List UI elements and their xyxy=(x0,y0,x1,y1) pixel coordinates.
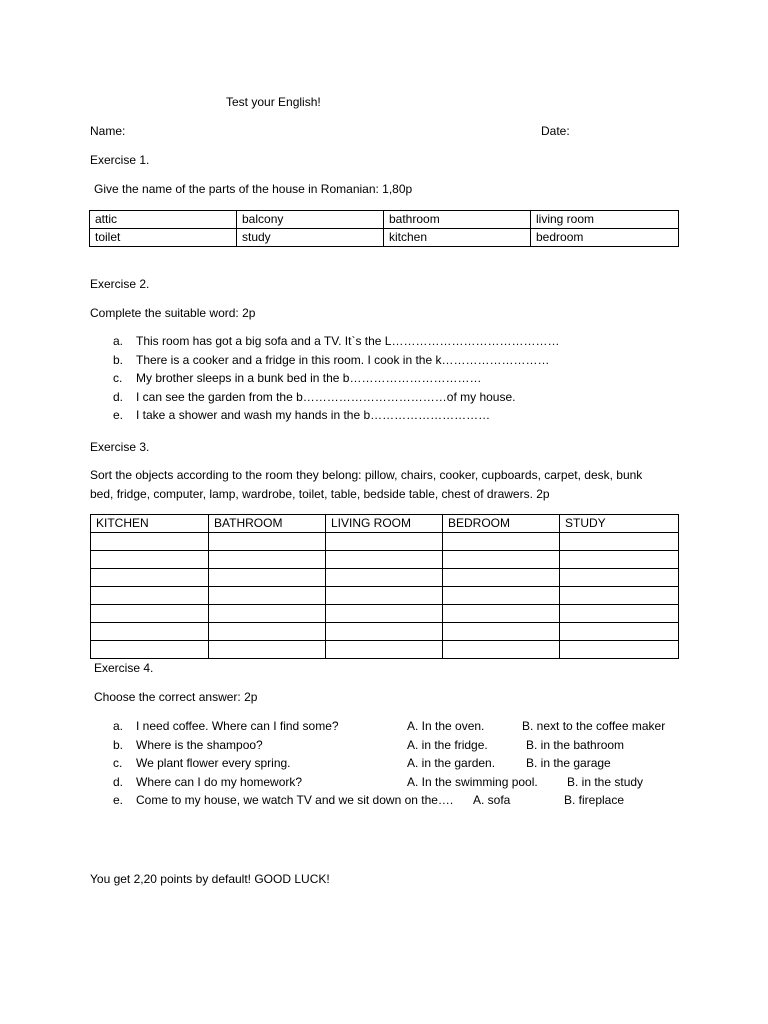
option-a[interactable]: A. in the fridge. xyxy=(407,737,488,752)
item-marker: a. xyxy=(113,719,124,733)
footer-note: You get 2,20 points by default! GOOD LUCK! xyxy=(90,872,330,886)
empty-cell[interactable] xyxy=(91,623,209,641)
empty-cell[interactable] xyxy=(443,533,560,551)
empty-cell[interactable] xyxy=(443,551,560,569)
empty-cell[interactable] xyxy=(326,623,443,641)
empty-cell[interactable] xyxy=(209,641,326,659)
item-marker: d. xyxy=(113,774,124,789)
exercise-2-heading: Exercise 2. xyxy=(90,277,150,291)
vocab-cell: attic xyxy=(90,211,237,229)
exercise-1-instruction: Give the name of the parts of the house in Romanian: 1,80p xyxy=(94,182,413,196)
table-row xyxy=(91,533,679,551)
item-marker: c. xyxy=(113,371,123,386)
vocab-cell: living room xyxy=(531,211,679,229)
empty-cell[interactable] xyxy=(209,569,326,587)
table-row xyxy=(91,623,679,641)
vocab-cell: study xyxy=(237,229,384,247)
empty-cell[interactable] xyxy=(209,551,326,569)
question-text: Where is the shampoo? xyxy=(136,737,263,752)
table-row xyxy=(91,605,679,623)
empty-cell[interactable] xyxy=(443,641,560,659)
exercise-4-heading: Exercise 4. xyxy=(94,661,154,675)
option-b[interactable]: B. next to the coffee maker xyxy=(522,719,666,733)
option-b[interactable]: B. in the bathroom xyxy=(526,737,625,752)
empty-cell[interactable] xyxy=(560,641,679,659)
empty-cell[interactable] xyxy=(209,587,326,605)
empty-cell[interactable] xyxy=(326,569,443,587)
vocab-cell: kitchen xyxy=(384,229,531,247)
empty-cell[interactable] xyxy=(91,587,209,605)
item-text: There is a cooker and a fridge in this room. I cook in the k……………………… xyxy=(136,352,550,367)
vocab-cell: bedroom xyxy=(531,229,679,247)
empty-cell[interactable] xyxy=(326,641,443,659)
item-marker: e. xyxy=(113,793,124,808)
empty-cell[interactable] xyxy=(209,605,326,623)
empty-cell[interactable] xyxy=(91,569,209,587)
vocab-cell: toilet xyxy=(90,229,237,247)
empty-cell[interactable] xyxy=(443,587,560,605)
column-header: BEDROOM xyxy=(443,515,560,533)
question-text: I need coffee. Where can I find some? xyxy=(136,719,339,733)
vocab-row xyxy=(90,229,679,247)
empty-cell[interactable] xyxy=(326,551,443,569)
question-text: We plant flower every spring. xyxy=(136,756,291,771)
header-row xyxy=(91,515,679,533)
empty-cell[interactable] xyxy=(326,587,443,605)
empty-cell[interactable] xyxy=(560,587,679,605)
empty-cell[interactable] xyxy=(443,623,560,641)
option-a[interactable]: A. sofa xyxy=(473,793,511,808)
item-marker: c. xyxy=(113,756,123,771)
empty-cell[interactable] xyxy=(326,533,443,551)
option-a[interactable]: A. In the swimming pool. xyxy=(407,774,538,789)
exercise-3-heading: Exercise 3. xyxy=(90,440,150,454)
item-text: I take a shower and wash my hands in the b………………………… xyxy=(136,408,491,423)
option-a[interactable]: A. In the oven. xyxy=(407,719,485,733)
item-text: This room has got a big sofa and a TV. It`s the L…………………………………… xyxy=(136,334,560,348)
item-marker: d. xyxy=(113,389,124,404)
question-text: Where can I do my homework? xyxy=(136,774,303,789)
vocab-row xyxy=(90,211,679,229)
empty-cell[interactable] xyxy=(91,551,209,569)
exercise-3-instruction-line-1: Sort the objects according to the room they belong: pillow, chairs, cooker, cupboards, carpet, desk, bunk xyxy=(90,468,643,482)
column-header: KITCHEN xyxy=(91,515,209,533)
vocab-cell: balcony xyxy=(237,211,384,229)
item-marker: a. xyxy=(113,334,124,348)
empty-cell[interactable] xyxy=(443,605,560,623)
empty-cell[interactable] xyxy=(209,533,326,551)
empty-cell[interactable] xyxy=(560,551,679,569)
column-header: BATHROOM xyxy=(209,515,326,533)
exercise-3-instruction-line-2: bed, fridge, computer, lamp, wardrobe, toilet, table, bedside table, chest of drawers. 2p xyxy=(90,487,550,501)
empty-cell[interactable] xyxy=(560,605,679,623)
option-b[interactable]: B. fireplace xyxy=(564,793,625,808)
empty-cell[interactable] xyxy=(91,641,209,659)
rooms-vocabulary-table xyxy=(89,210,679,247)
table-row xyxy=(91,569,679,587)
exercise-1-heading: Exercise 1. xyxy=(90,153,150,167)
vocab-cell: bathroom xyxy=(384,211,531,229)
item-marker: b. xyxy=(113,737,124,752)
option-a[interactable]: A. in the garden. xyxy=(407,756,496,771)
question-text: Come to my house, we watch TV and we sit down on the…. xyxy=(136,793,454,808)
empty-cell[interactable] xyxy=(91,533,209,551)
item-text: My brother sleeps in a bunk bed in the b…………………………… xyxy=(136,371,482,386)
empty-cell[interactable] xyxy=(443,569,560,587)
option-b[interactable]: B. in the garage xyxy=(526,756,611,771)
item-marker: e. xyxy=(113,408,124,423)
empty-cell[interactable] xyxy=(91,605,209,623)
empty-cell[interactable] xyxy=(560,623,679,641)
column-header: LIVING ROOM xyxy=(326,515,443,533)
name-label: Name: xyxy=(90,124,126,138)
sorting-table xyxy=(90,514,679,659)
exercise-4-instruction: Choose the correct answer: 2p xyxy=(94,690,258,704)
item-marker: b. xyxy=(113,352,124,367)
column-header: STUDY xyxy=(560,515,679,533)
exercise-2-instruction: Complete the suitable word: 2p xyxy=(90,306,256,320)
empty-cell[interactable] xyxy=(326,605,443,623)
empty-cell[interactable] xyxy=(209,623,326,641)
table-row xyxy=(91,587,679,605)
option-b[interactable]: B. in the study xyxy=(567,774,644,789)
page-title: Test your English! xyxy=(226,95,321,109)
table-row xyxy=(91,551,679,569)
table-row xyxy=(91,641,679,659)
empty-cell[interactable] xyxy=(560,569,679,587)
date-label: Date: xyxy=(541,124,570,138)
item-text: I can see the garden from the b………………………………of my house. xyxy=(136,389,516,404)
empty-cell[interactable] xyxy=(560,533,679,551)
